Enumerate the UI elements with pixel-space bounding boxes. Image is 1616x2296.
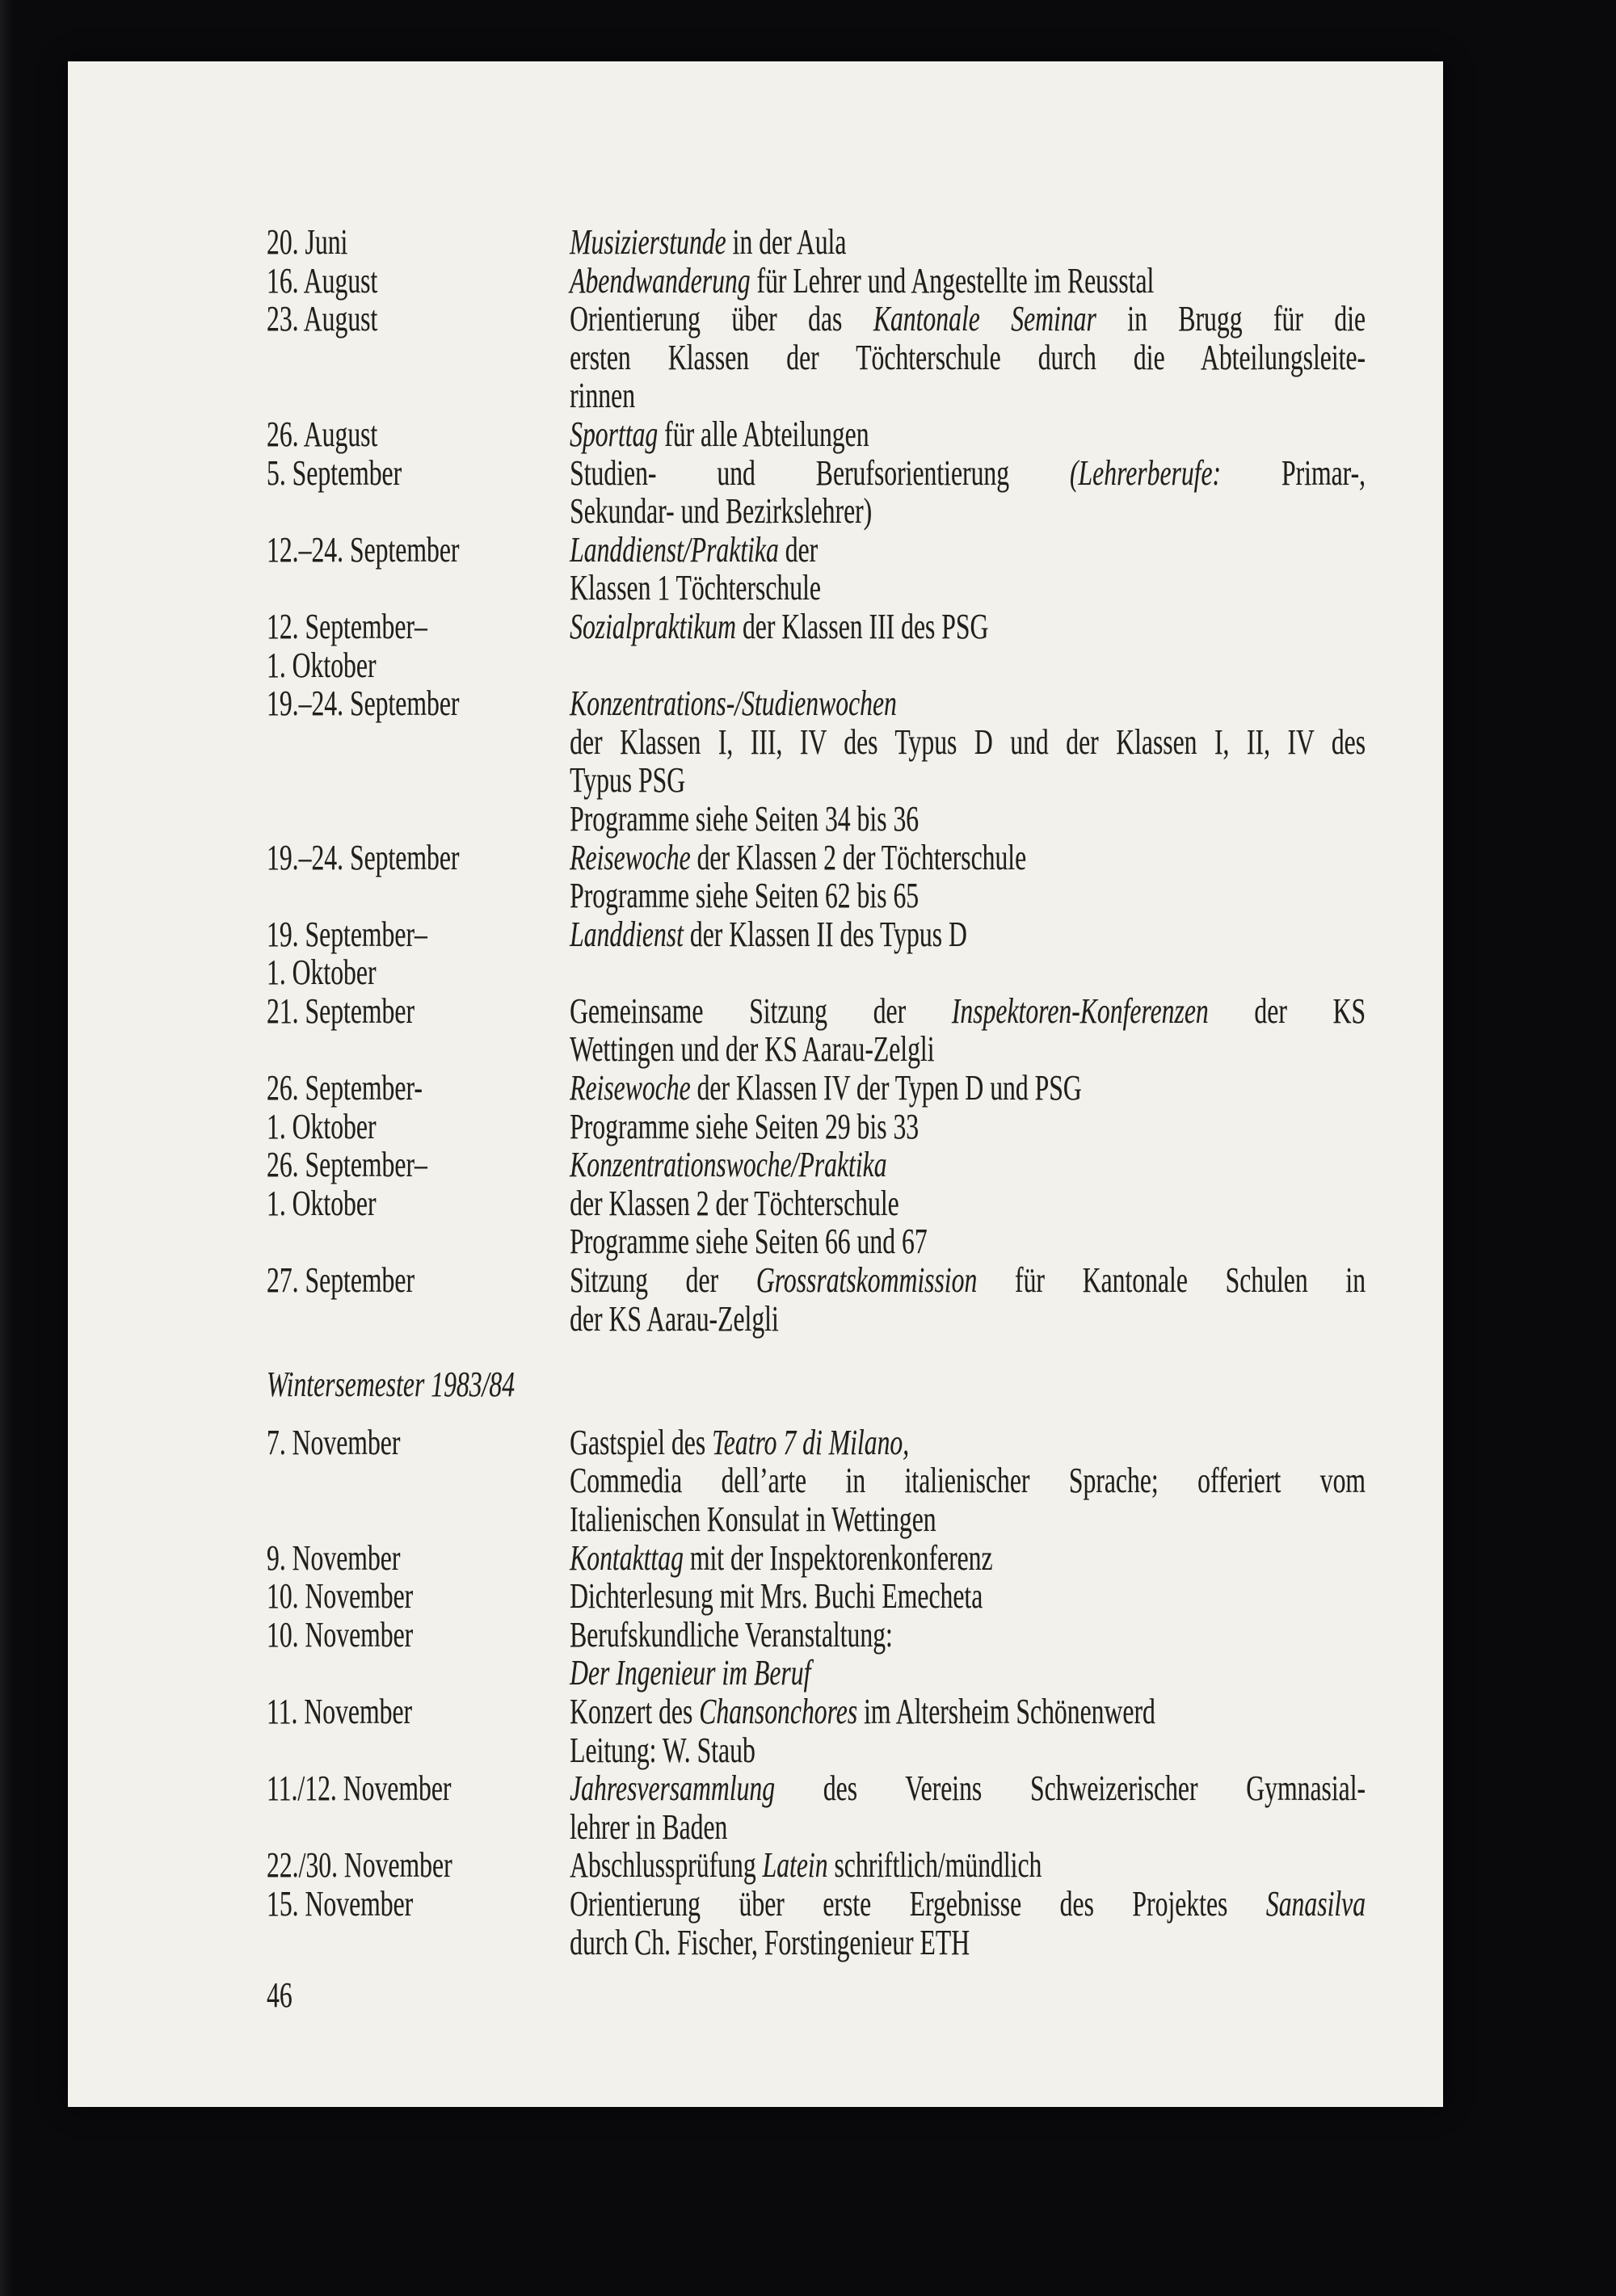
event-date-line: 23. August: [267, 299, 378, 339]
event-date-line: 27. September: [267, 1260, 415, 1301]
event-date: [267, 1846, 570, 1885]
event-description-line: Sitzung der Grossratskommission für Kantonale Schulen in: [570, 1260, 1366, 1301]
event-description: [570, 531, 1366, 608]
event-description: [570, 1616, 1366, 1693]
event-description-line: Studien- und Berufsorientierung (Lehrerberufe: Primar-,: [570, 452, 1366, 493]
event-date: [267, 1423, 570, 1539]
event-description-line: lehrer in Baden: [570, 1806, 728, 1847]
event-description-line: Klassen 1 Töchterschule: [570, 568, 821, 608]
event-date: [267, 300, 570, 415]
event-description-line: der Klassen 2 der Töchterschule: [570, 1183, 899, 1223]
event-description: [570, 262, 1366, 301]
book-page: [68, 61, 1443, 2107]
event-description: [570, 415, 1366, 454]
event-date-line: 21. September: [267, 990, 415, 1031]
event-description-line: Typus PSG: [570, 760, 686, 801]
event-date-line: 26. August: [267, 414, 378, 454]
event-description: [570, 1846, 1366, 1885]
event-row: [267, 992, 1366, 1069]
italic-text: Kontakttag: [570, 1537, 684, 1578]
italic-text: Sozialpraktikum: [570, 606, 737, 646]
event-date-line: 10. November: [267, 1576, 414, 1617]
event-description-line: ersten Klassen der Töchterschule durch die Abteilungsleite-: [570, 337, 1366, 377]
event-date-line: 1. Oktober: [267, 1183, 377, 1223]
event-description-line: Orientierung über erste Ergebnisse des Projektes Sanasilva: [570, 1883, 1366, 1924]
italic-text: Reisewoche: [570, 1068, 691, 1108]
event-description-line: Leitung: W. Staub: [570, 1730, 755, 1770]
event-description-line: Programme siehe Seiten 62 bis 65: [570, 876, 920, 916]
event-description-line: Gastspiel des Teatro 7 di Milano,: [570, 1422, 910, 1462]
event-description: [570, 915, 1366, 992]
event-description: [570, 1769, 1366, 1846]
italic-text: Landdienst: [570, 914, 684, 954]
event-date-line: 20. Juni: [267, 222, 348, 262]
italic-text: Sanasilva: [1265, 1883, 1366, 1924]
event-date-line: 16. August: [267, 260, 378, 301]
event-row: [267, 454, 1366, 531]
event-row: [267, 1577, 1366, 1616]
event-date: [267, 839, 570, 915]
event-description-line: Sporttag für alle Abteilungen: [570, 414, 869, 454]
semester-section: [267, 1365, 1366, 1962]
event-row: [267, 531, 1366, 608]
event-date: [267, 608, 570, 684]
event-description: [570, 1069, 1366, 1146]
event-description-line: Landdienst/Praktika der: [570, 529, 819, 570]
event-date-line: 7. November: [267, 1422, 401, 1462]
event-description-line: Programme siehe Seiten 29 bis 33: [570, 1106, 920, 1146]
event-description-line: Gemeinsame Sitzung der Inspektoren-Konferenzen der KS: [570, 990, 1366, 1031]
event-date-line: 12. September–: [267, 606, 427, 646]
event-description-line: [570, 1146, 1366, 1184]
event-date-line: 10. November: [267, 1614, 414, 1655]
event-description: [570, 684, 1366, 838]
event-date-line: 9. November: [267, 1537, 401, 1578]
event-date: [267, 1577, 570, 1616]
event-description-line: Jahresversammlung des Vereins Schweizerischer Gymnasial-: [570, 1768, 1366, 1809]
event-row: [267, 300, 1366, 415]
event-description-line: Musizierstunde in der Aula: [570, 222, 847, 262]
event-description: [570, 1423, 1366, 1539]
event-calendar: [267, 223, 1366, 2015]
event-date: [267, 684, 570, 838]
italic-text: Jahresversammlung: [570, 1768, 776, 1809]
event-date-line: 11. November: [267, 1691, 413, 1731]
event-date: [267, 223, 570, 262]
event-date: [267, 1769, 570, 1846]
event-description-line: Kontakttag mit der Inspektorenkonferenz: [570, 1537, 993, 1578]
event-date-line: 22./30. November: [267, 1845, 452, 1886]
event-description: [570, 839, 1366, 915]
event-row: [267, 684, 1366, 838]
italic-text: Inspektoren-Konferenzen: [951, 990, 1209, 1031]
event-description-line: Orientierung über das Kantonale Seminar in Brugg für die: [570, 299, 1366, 339]
italic-text: Der Ingenieur im Beruf: [570, 1653, 811, 1693]
event-description-line: Italienischen Konsulat in Wettingen: [570, 1499, 936, 1539]
event-row: [267, 1769, 1366, 1846]
event-row: [267, 1539, 1366, 1578]
event-description: [570, 608, 1366, 684]
event-date: [267, 1146, 570, 1261]
event-description-line: Programme siehe Seiten 34 bis 36: [570, 798, 920, 839]
event-description: [570, 1146, 1366, 1261]
event-description-line: Konzert des Chansonchores im Altersheim Schönenwerd: [570, 1691, 1155, 1731]
event-description: [570, 1539, 1366, 1578]
event-date-line: 11./12. November: [267, 1768, 452, 1809]
event-row: [267, 1616, 1366, 1693]
event-date: [267, 915, 570, 992]
event-row: [267, 262, 1366, 301]
event-date-line: 15. November: [267, 1883, 414, 1924]
event-date: [267, 1885, 570, 1962]
event-description-line: Commedia dell’arte in italienischer Sprache; offeriert vom: [570, 1461, 1366, 1501]
event-date: [267, 1261, 570, 1338]
event-description-line: Abschlussprüfung Latein schriftlich/mündlich: [570, 1845, 1042, 1886]
italic-text: Latein: [762, 1845, 828, 1886]
event-date: [267, 1069, 570, 1146]
event-description-line: Abendwanderung für Lehrer und Angestellte im Reusstal: [570, 260, 1155, 301]
event-description-line: der Klassen I, III, IV des Typus D und der Klassen I, II, IV des: [570, 721, 1366, 762]
semester-section: [267, 223, 1366, 1338]
event-date: [267, 262, 570, 301]
event-description-line: Berufskundliche Veranstaltung:: [570, 1614, 893, 1655]
event-row: [267, 1069, 1366, 1146]
event-description-line: rinnen: [570, 376, 636, 416]
event-row: [267, 1261, 1366, 1338]
event-row: [267, 915, 1366, 992]
event-date: [267, 992, 570, 1069]
event-description-line: durch Ch. Fischer, Forstingenieur ETH: [570, 1922, 970, 1962]
event-date-line: 26. September–: [267, 1145, 427, 1185]
event-description-line: Dichterlesung mit Mrs. Buchi Emecheta: [570, 1576, 983, 1617]
event-date: [267, 415, 570, 454]
event-description-line: Sozialpraktikum der Klassen III des PSG: [570, 606, 989, 646]
event-date-line: 1. Oktober: [267, 1106, 377, 1146]
event-date: [267, 454, 570, 531]
event-row: [267, 1885, 1366, 1962]
event-description: [570, 1577, 1366, 1616]
event-description-line: Landdienst der Klassen II des Typus D: [570, 914, 967, 954]
event-row: [267, 1146, 1366, 1261]
event-date-line: 1. Oktober: [267, 645, 377, 685]
section-heading: Wintersemester 1983/84: [267, 1365, 516, 1405]
event-date-line: 1. Oktober: [267, 952, 377, 993]
event-date: [267, 1539, 570, 1578]
event-description: [570, 1885, 1366, 1962]
event-description-line: [570, 684, 1366, 723]
event-row: [267, 1693, 1366, 1769]
event-description: [570, 223, 1366, 262]
event-date-line: 19. September–: [267, 914, 427, 954]
italic-text: Teatro 7 di Milano,: [712, 1422, 910, 1462]
italic-text: Reisewoche: [570, 837, 691, 877]
event-row: [267, 415, 1366, 454]
event-date-line: 26. September-: [267, 1068, 423, 1108]
italic-text: (Lehrerberufe:: [1070, 452, 1222, 493]
event-description-line: Wettingen und der KS Aarau-Zelgli: [570, 1029, 935, 1070]
event-description: [570, 300, 1366, 415]
event-date: [267, 1693, 570, 1769]
event-description-line: Reisewoche der Klassen 2 der Töchterschule: [570, 837, 1027, 877]
event-description: [570, 1693, 1366, 1769]
event-date-line: 5. September: [267, 452, 402, 493]
italic-text: Sporttag: [570, 414, 659, 454]
italic-text: Chansonchores: [699, 1691, 858, 1731]
event-row: [267, 839, 1366, 915]
event-date: [267, 1616, 570, 1693]
italic-text: Landdienst/Praktika: [570, 529, 779, 570]
event-row: [267, 1423, 1366, 1539]
event-description-line: [570, 1654, 1366, 1693]
event-description-line: Programme siehe Seiten 66 und 67: [570, 1222, 928, 1262]
event-row: [267, 1846, 1366, 1885]
event-description-line: Reisewoche der Klassen IV der Typen D und PSG: [570, 1068, 1082, 1108]
event-description-line: Sekundar- und Bezirkslehrer): [570, 491, 873, 532]
event-date-line: 12.–24. September: [267, 529, 460, 570]
event-date: [267, 531, 570, 608]
event-row: [267, 608, 1366, 684]
page-number: 46: [267, 1975, 292, 2016]
event-row: [267, 223, 1366, 262]
event-date-line: 19.–24. September: [267, 683, 460, 724]
italic-text: Grossratskommission: [755, 1260, 978, 1301]
italic-text: Konzentrations-/Studienwochen: [570, 683, 897, 724]
event-description-line: der KS Aarau-Zelgli: [570, 1298, 779, 1339]
italic-text: Kantonale Seminar: [873, 299, 1096, 339]
event-date-line: 19.–24. September: [267, 837, 460, 877]
event-description: [570, 454, 1366, 531]
italic-text: Musizierstunde: [570, 222, 726, 262]
italic-text: Abendwanderung: [570, 260, 751, 301]
event-description: [570, 992, 1366, 1069]
event-description: [570, 1261, 1366, 1338]
italic-text: Konzentrationswoche/Praktika: [570, 1145, 887, 1185]
